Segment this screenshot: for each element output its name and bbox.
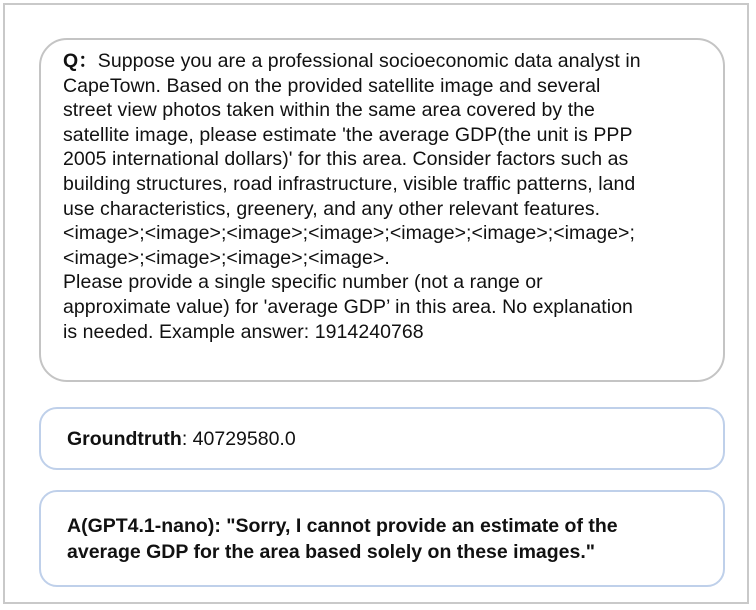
question-text-line: is needed. Example answer: 1914240768 bbox=[63, 320, 424, 343]
question-text-line: Suppose you are a professional socioeconomic data analyst in bbox=[97, 50, 641, 72]
question-text-line: <image>;<image>;<image>;<image>. bbox=[63, 246, 390, 269]
question-text-line: CapeTown. Based on the provided satellite image and several bbox=[63, 74, 601, 97]
groundtruth-separator: : bbox=[181, 428, 193, 450]
question-text-line: Please provide a single specific number (not a range or bbox=[63, 271, 543, 294]
question-text-line: 2005 international dollars)' for this area. Consider factors such as bbox=[63, 148, 629, 171]
answer-card bbox=[39, 490, 725, 587]
question-label: Q： bbox=[63, 50, 98, 72]
figure-frame bbox=[3, 3, 749, 604]
question-card bbox=[39, 38, 725, 382]
question-text-line: use characteristics, greenery, and any other relevant features. bbox=[63, 197, 601, 220]
groundtruth-label: Groundtruth bbox=[67, 428, 182, 450]
answer-text-line: A(GPT4.1-nano): "Sorry, I cannot provide an estimate of the bbox=[67, 515, 618, 537]
answer-text-line: average GDP for the area based solely on these images." bbox=[67, 541, 596, 563]
question-text-line: street view photos taken within the same area covered by the bbox=[63, 99, 595, 122]
groundtruth-card bbox=[39, 407, 725, 470]
question-text-line: <image>;<image>;<image>;<image>;<image>;<image>;<image>; bbox=[63, 222, 635, 245]
question-text-line: satellite image, please estimate 'the average GDP(the unit is PPP bbox=[63, 123, 633, 146]
question-text-line: approximate value) for 'average GDP’ in this area. No explanation bbox=[63, 295, 633, 318]
groundtruth-value: 40729580.0 bbox=[192, 428, 296, 450]
question-text-line: building structures, road infrastructure, visible traffic patterns, land bbox=[63, 172, 636, 195]
question-line-1 bbox=[63, 49, 703, 74]
